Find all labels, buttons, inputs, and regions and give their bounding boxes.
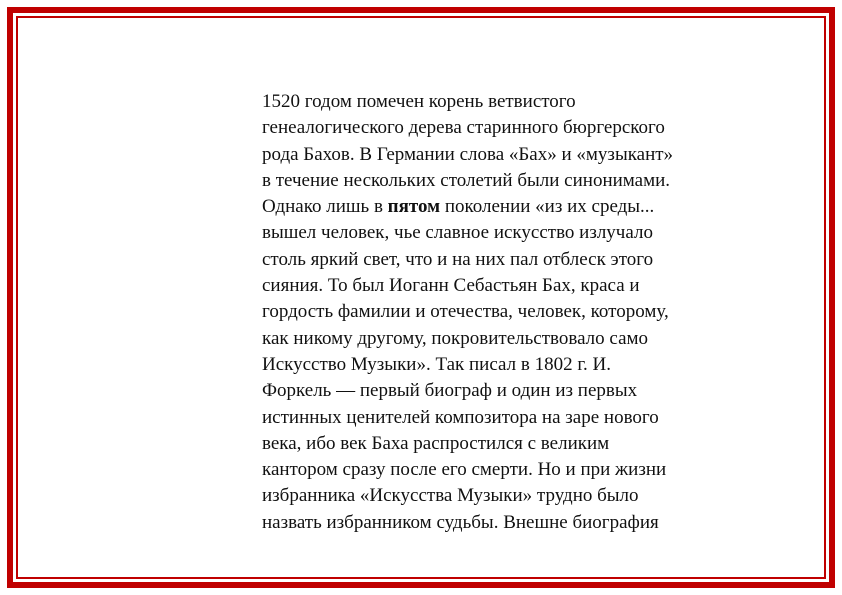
- text-line-16: избранника «Искусства Музыки» трудно было: [262, 485, 639, 507]
- text-line-10: как никому другому, покровительствовало само: [262, 327, 649, 349]
- emphasized-word: пятом: [387, 196, 441, 218]
- text-line-12: Форкель — первый биограф и один из первых: [262, 380, 638, 402]
- text-line-2: генеалогического дерева старинного бюргерского: [262, 117, 665, 139]
- body-text: [262, 89, 782, 536]
- text-line-4: в течение нескольких столетий были синонимами.: [262, 169, 671, 191]
- text-line-11: Искусство Музыки». Так писал в 1802 г. И.: [262, 353, 611, 375]
- text-line-15: кантором сразу после его смерти. Но и при жизни: [262, 459, 667, 481]
- text-line-1: 1520 годом помечен корень ветвистого: [262, 91, 576, 112]
- text-line-7: столь яркий свет, что и на них пал отблеск этого: [262, 248, 654, 270]
- text-line-5-start: Однако лишь в: [262, 196, 388, 218]
- text-line-6: вышел человек, чье славное искусство излучало: [262, 222, 653, 244]
- text-line-3: рода Бахов. В Германии слова «Бах» и «музыкант»: [262, 143, 674, 165]
- text-line-8: сияния. То был Иоганн Себастьян Бах, краса и: [262, 275, 640, 297]
- text-line-13: истинных ценителей композитора на заре нового: [262, 406, 659, 428]
- text-line-5-end: поколении «из их среды...: [440, 196, 655, 218]
- text-line-5: [262, 194, 782, 220]
- text-line-9: гордость фамилии и отечества, человек, которому,: [262, 301, 669, 323]
- text-line-14: века, ибо век Баха распростился с великим: [262, 432, 610, 454]
- text-line-17: назвать избранником судьбы. Внешне биография: [262, 511, 659, 533]
